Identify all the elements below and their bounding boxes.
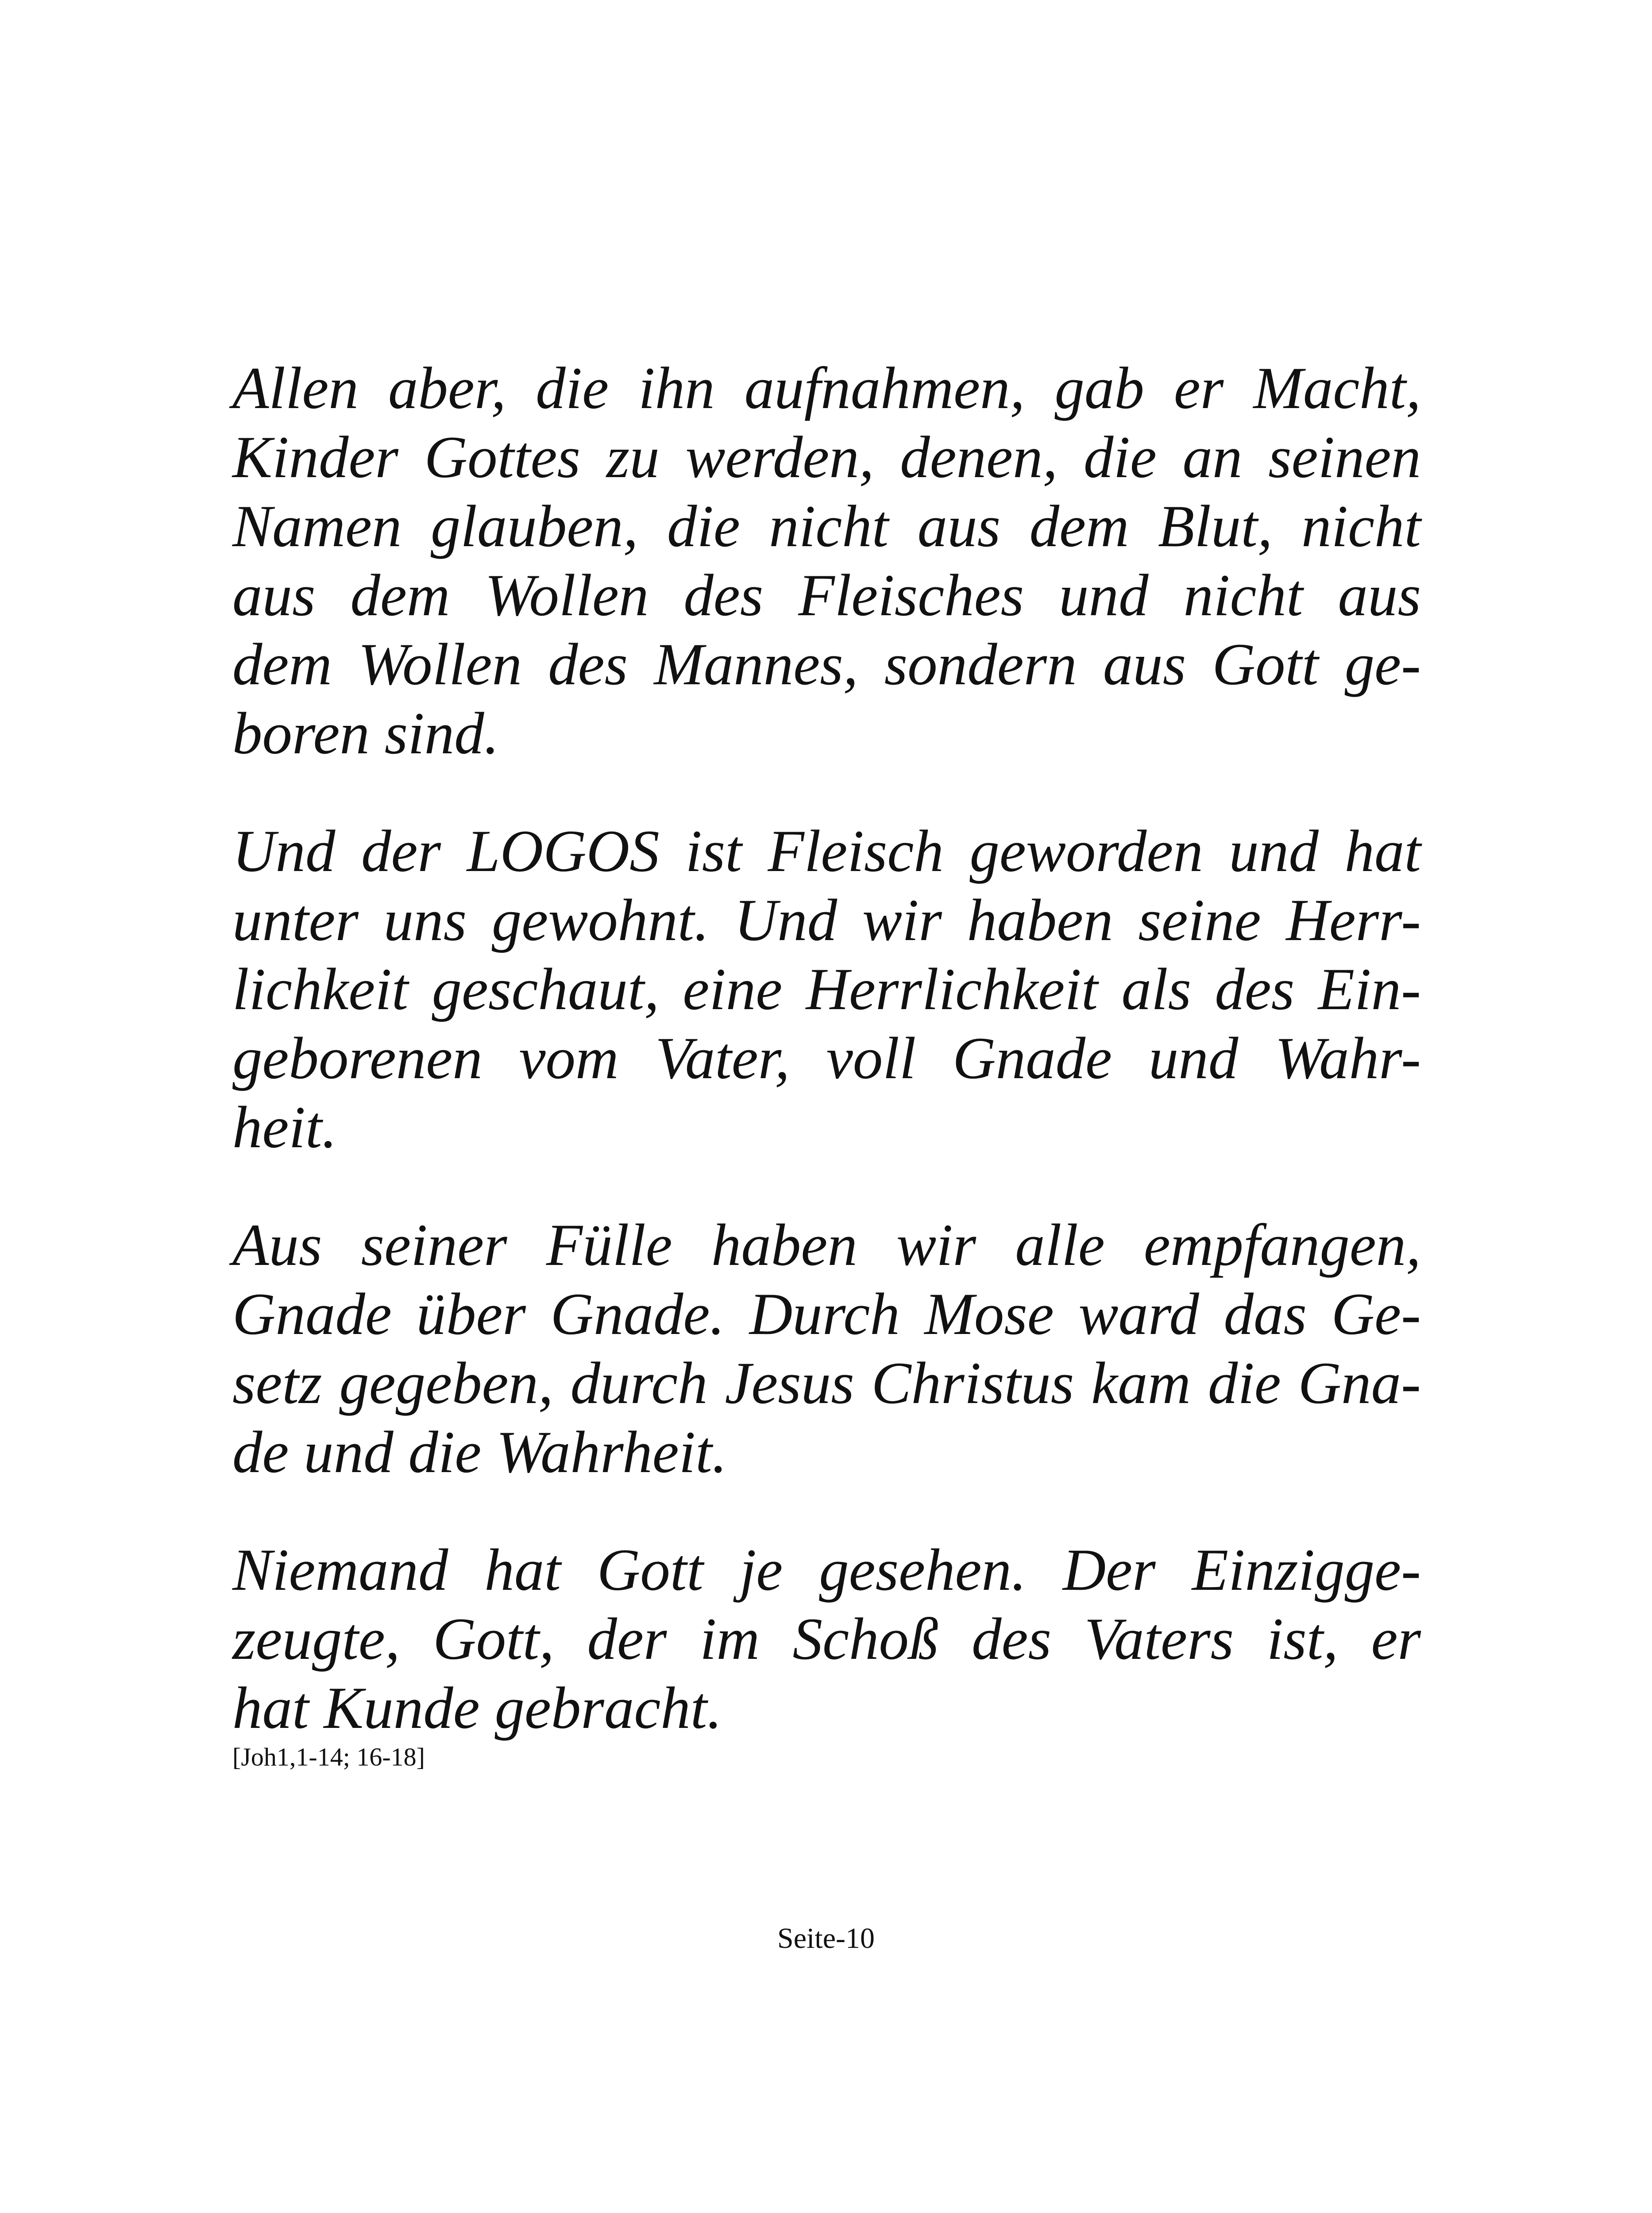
paragraph-1 — [232, 354, 1421, 768]
text-line: aus dem Wollen des Fleisches und nicht aus — [232, 563, 1421, 628]
text-line: Allen aber, die ihn aufnahmen, gab er Macht, — [232, 355, 1421, 421]
scripture-text — [232, 354, 1421, 1792]
text-line: Kinder Gottes zu werden, denen, die an seinen — [232, 424, 1421, 490]
paragraph-3 — [232, 1211, 1421, 1487]
text-line: Gnade über Gnade. Durch Mose ward das Ge- — [232, 1281, 1421, 1347]
text-line: dem Wollen des Mannes, sondern aus Gott ge- — [232, 632, 1421, 698]
text-line: boren sind. — [232, 701, 499, 767]
page-number: Seite-10 — [777, 1922, 875, 1955]
text-line: de und die Wahrheit. — [232, 1419, 727, 1485]
bible-reference: [Joh1,1-14; 16-18] — [232, 1743, 425, 1771]
text-line: Namen glauben, die nicht aus dem Blut, nicht — [232, 493, 1421, 559]
text-line: lichkeit geschaut, eine Herrlichkeit als des Ein- — [232, 956, 1421, 1022]
paragraph-4 — [232, 1536, 1421, 1743]
text-line: zeugte, Gott, der im Schoß des Vaters ist, er — [232, 1606, 1421, 1672]
text-line: hat Kunde gebracht. — [232, 1675, 722, 1741]
text-line: heit. — [232, 1095, 337, 1160]
paragraph-2 — [232, 817, 1421, 1162]
text-line: Aus seiner Fülle haben wir alle empfangen, — [232, 1212, 1421, 1278]
text-line: setz gegeben, durch Jesus Christus kam die Gna- — [232, 1350, 1421, 1416]
text-line: geborenen vom Vater, voll Gnade und Wahr- — [232, 1026, 1421, 1091]
text-line: Niemand hat Gott je gesehen. Der Einzigge- — [232, 1537, 1421, 1603]
text-line: unter uns gewohnt. Und wir haben seine Herr- — [232, 887, 1421, 953]
text-line: Und der LOGOS ist Fleisch geworden und hat — [232, 818, 1421, 884]
